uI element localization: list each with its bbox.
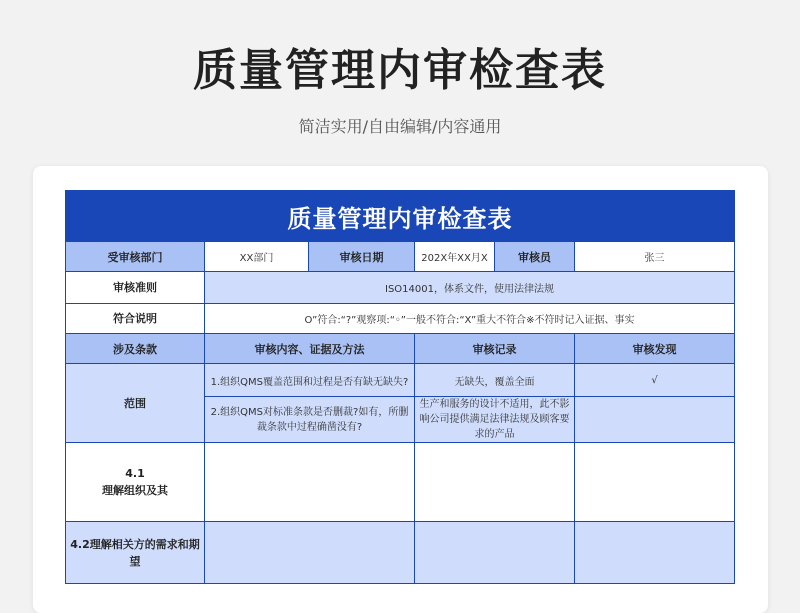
criteria-row — [66, 272, 735, 304]
col-content-header: 审核内容、证据及方法 — [205, 334, 415, 364]
record-cell[interactable]: 生产和服务的设计不适用，此不影响公司提供满足法律法规及顾客要求的产品 — [415, 397, 575, 443]
finding-cell[interactable] — [575, 397, 735, 443]
col-clause-header: 涉及条款 — [66, 334, 205, 364]
finding-cell[interactable]: √ — [575, 364, 735, 397]
table-row — [66, 522, 735, 584]
legend-value[interactable]: O”符合:“?”观察项:“◦”一般不符合:“X”重大不符合※不符时记入证据、事实 — [205, 304, 735, 334]
audit-checklist-table — [65, 190, 735, 584]
content-cell[interactable]: 1.组织QMS覆盖范围和过程是否有缺无缺失? — [205, 364, 415, 397]
col-finding-header: 审核发现 — [575, 334, 735, 364]
document-card — [33, 166, 768, 613]
page-title: 质量管理内审检查表 — [193, 45, 607, 96]
record-cell[interactable] — [415, 522, 575, 584]
content-cell[interactable] — [205, 443, 415, 522]
info-row — [66, 242, 735, 272]
finding-cell[interactable] — [575, 522, 735, 584]
clause-cell[interactable] — [66, 443, 205, 522]
col-record-header: 审核记录 — [415, 334, 575, 364]
auditor-value[interactable]: 张三 — [575, 242, 735, 272]
content-cell[interactable] — [205, 522, 415, 584]
clause-number: 4.1 — [125, 467, 145, 480]
clause-title: 理解组织及其 — [102, 484, 168, 497]
clause-title-cont: 望 — [129, 554, 141, 568]
clause-cell[interactable] — [66, 522, 205, 584]
content-cell[interactable]: 2.组织QMS对标准条款是否删裁?如有，所删裁条款中过程确凿没有? — [205, 397, 415, 443]
record-cell[interactable]: 无缺失，覆盖全面 — [415, 364, 575, 397]
clause-title: 4.2理解相关方的需求和期 — [70, 537, 200, 551]
legend-row — [66, 304, 735, 334]
table-row — [66, 443, 735, 522]
finding-cell[interactable] — [575, 443, 735, 522]
page-subtitle: 简洁实用/自由编辑/内容通用 — [298, 117, 502, 136]
clause-cell[interactable]: 范围 — [66, 364, 205, 443]
column-header-row — [66, 334, 735, 364]
dept-value[interactable]: XX部门 — [205, 242, 309, 272]
dept-label: 受审核部门 — [66, 242, 205, 272]
banner-row — [66, 191, 735, 242]
table-row — [66, 364, 735, 397]
record-cell[interactable] — [415, 443, 575, 522]
legend-label: 符合说明 — [66, 304, 205, 334]
criteria-label: 审核准则 — [66, 272, 205, 304]
date-label: 审核日期 — [309, 242, 415, 272]
date-value[interactable]: 202X年XX月X — [415, 242, 495, 272]
criteria-value[interactable]: ISO14001，体系文件，使用法律法规 — [205, 272, 735, 304]
sheet-banner: 质量管理内审检查表 — [66, 191, 735, 242]
auditor-label: 审核员 — [495, 242, 575, 272]
